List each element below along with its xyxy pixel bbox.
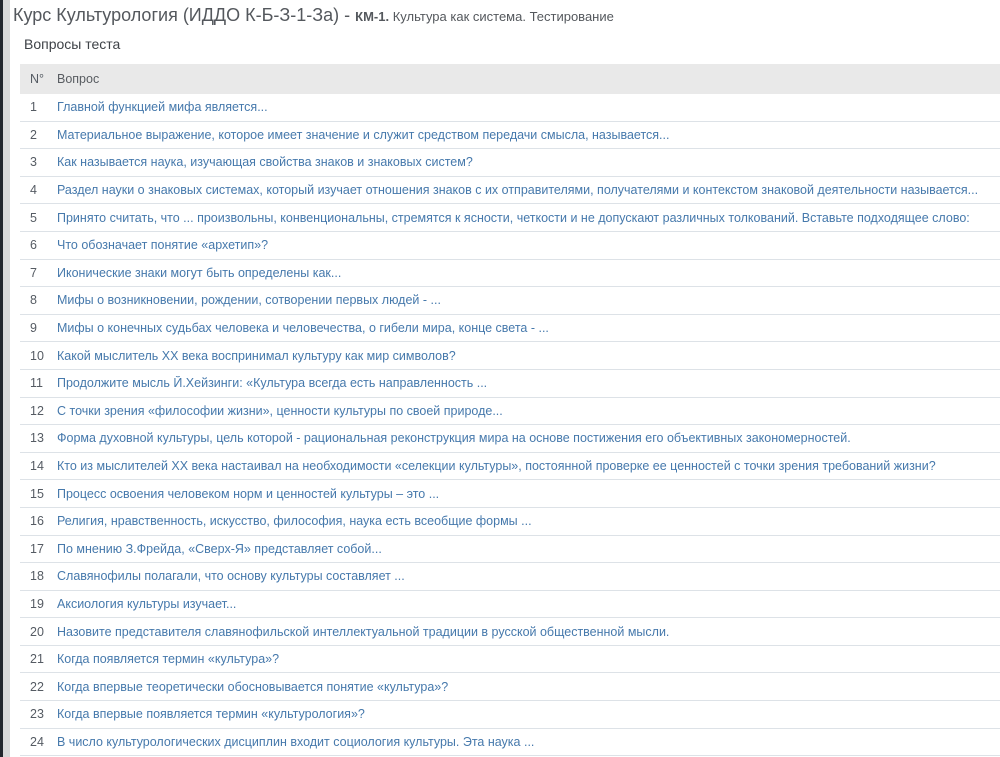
question-number: 4 <box>30 183 37 198</box>
question-number: 1 <box>30 100 37 115</box>
question-cell <box>57 100 1000 114</box>
question-cell <box>57 183 1000 197</box>
question-number: 7 <box>30 265 37 280</box>
question-cell <box>57 652 1000 666</box>
question-cell <box>57 128 1000 142</box>
question-number: 14 <box>30 459 44 474</box>
question-row <box>20 673 1000 701</box>
question-cell <box>57 707 1000 721</box>
question-link[interactable]: Назовите представителя славянофильской интеллектуальной традиции в русской общественной мысли. <box>57 624 670 639</box>
question-row <box>20 122 1000 150</box>
question-row <box>20 453 1000 481</box>
question-cell <box>57 349 1000 363</box>
question-cell <box>57 238 1000 252</box>
question-number: 9 <box>30 321 37 336</box>
question-link[interactable]: Материальное выражение, которое имеет значение и служит средством передачи смысла, называется... <box>57 127 670 142</box>
question-number: 16 <box>30 514 44 529</box>
question-link[interactable]: Кто из мыслителей ХХ века настаивал на необходимости «селекции культуры», постоянной проверке ее ценностей с точки зрения требований жизни? <box>57 459 936 474</box>
question-number: 2 <box>30 127 37 142</box>
question-number: 22 <box>30 679 44 694</box>
course-title: Курс Культурология (ИДДО К-Б-З-1-За) - <box>13 5 356 25</box>
question-link[interactable]: Когда появляется термин «культура»? <box>57 652 280 667</box>
question-row <box>20 260 1000 288</box>
question-number: 10 <box>30 348 44 363</box>
question-row <box>20 701 1000 729</box>
question-row <box>20 204 1000 232</box>
question-cell <box>57 266 1000 280</box>
question-row <box>20 563 1000 591</box>
question-cell <box>57 155 1000 169</box>
question-link[interactable]: Когда впервые появляется термин «культурология»? <box>57 707 365 722</box>
question-number: 21 <box>30 652 44 667</box>
question-cell <box>57 514 1000 528</box>
section-heading: Вопросы теста <box>24 36 121 52</box>
question-link[interactable]: Мифы о возникновении, рождении, сотворении первых людей - ... <box>57 293 441 308</box>
question-row <box>20 370 1000 398</box>
question-number: 13 <box>30 431 44 446</box>
page-title <box>13 5 614 26</box>
question-number: 15 <box>30 486 44 501</box>
question-row <box>20 591 1000 619</box>
module-topic: Культура как система. Тестирование <box>389 9 614 24</box>
question-row <box>20 398 1000 426</box>
question-number: 3 <box>30 155 37 170</box>
question-link[interactable]: По мнению З.Фрейда, «Сверх-Я» представляет собой... <box>57 541 382 556</box>
column-question-header: Вопрос <box>57 72 100 86</box>
question-cell <box>57 321 1000 335</box>
question-cell <box>57 431 1000 445</box>
question-row <box>20 177 1000 205</box>
question-link[interactable]: Как называется наука, изучающая свойства знаков и знаковых систем? <box>57 155 473 170</box>
question-link[interactable]: С точки зрения «философии жизни», ценности культуры по своей природе... <box>57 403 503 418</box>
question-link[interactable]: Аксиология культуры изучает... <box>57 596 237 611</box>
question-cell <box>57 293 1000 307</box>
question-link[interactable]: Иконические знаки могут быть определены как... <box>57 265 342 280</box>
question-link[interactable]: Принято считать, что ... произвольны, конвенциональны, стремятся к ясности, четкости и не допускают различных толкований. Вставьте подходящее слово: <box>57 210 970 225</box>
question-link[interactable]: Какой мыслитель ХХ века воспринимал культуру как мир символов? <box>57 348 456 363</box>
question-link[interactable]: Когда впервые теоретически обосновывается понятие «культура»? <box>57 679 449 694</box>
column-number-header: N° <box>30 72 45 86</box>
question-row <box>20 646 1000 674</box>
sidebar-gutter <box>3 0 10 757</box>
question-number: 20 <box>30 624 44 639</box>
question-number: 5 <box>30 210 37 225</box>
question-row <box>20 149 1000 177</box>
question-cell <box>57 542 1000 556</box>
question-number: 17 <box>30 541 44 556</box>
question-row <box>20 232 1000 260</box>
question-link[interactable]: Главной функцией мифа является... <box>57 100 268 115</box>
module-code: КМ-1. <box>355 9 390 24</box>
table-body <box>20 94 1000 756</box>
question-number: 23 <box>30 707 44 722</box>
question-number: 6 <box>30 238 37 253</box>
question-link[interactable]: Форма духовной культуры, цель которой - рациональная реконструкция мира на основе постижения его объективных закономерностей. <box>57 431 851 446</box>
question-link[interactable]: Славянофилы полагали, что основу культуры составляет ... <box>57 569 405 584</box>
question-cell <box>57 376 1000 390</box>
question-link[interactable]: В число культурологических дисциплин входит социология культуры. Эта наука ... <box>57 734 535 749</box>
question-cell <box>57 211 1000 225</box>
question-link[interactable]: Что обозначает понятие «архетип»? <box>57 238 269 253</box>
question-cell <box>57 459 1000 473</box>
question-row <box>20 480 1000 508</box>
question-number: 24 <box>30 734 44 749</box>
question-cell <box>57 735 1000 749</box>
question-row <box>20 618 1000 646</box>
question-number: 12 <box>30 403 44 418</box>
question-cell <box>57 680 1000 694</box>
question-link[interactable]: Процесс освоения человеком норм и ценностей культуры – это ... <box>57 486 440 501</box>
question-row <box>20 315 1000 343</box>
question-number: 19 <box>30 596 44 611</box>
question-link[interactable]: Раздел науки о знаковых системах, который изучает отношения знаков с их отправителями, получателями и контекстом знаковой деятельности называется... <box>57 183 979 198</box>
question-row <box>20 425 1000 453</box>
question-link[interactable]: Продолжите мысль Й.Хейзинги: «Культура всегда есть направленность ... <box>57 376 488 391</box>
table-header-row <box>20 64 1000 94</box>
question-cell <box>57 597 1000 611</box>
question-cell <box>57 625 1000 639</box>
question-cell <box>57 487 1000 501</box>
question-row <box>20 536 1000 564</box>
question-cell <box>57 404 1000 418</box>
question-number: 18 <box>30 569 44 584</box>
question-row <box>20 508 1000 536</box>
question-cell <box>57 569 1000 583</box>
question-number: 8 <box>30 293 37 308</box>
question-link[interactable]: Религия, нравственность, искусство, философия, наука есть всеобщие формы ... <box>57 514 532 529</box>
questions-table <box>20 64 1000 756</box>
question-row <box>20 94 1000 122</box>
question-row <box>20 287 1000 315</box>
question-link[interactable]: Мифы о конечных судьбах человека и человечества, о гибели мира, конце света - ... <box>57 321 549 336</box>
question-number: 11 <box>30 376 43 391</box>
question-row <box>20 342 1000 370</box>
question-row <box>20 729 1000 757</box>
